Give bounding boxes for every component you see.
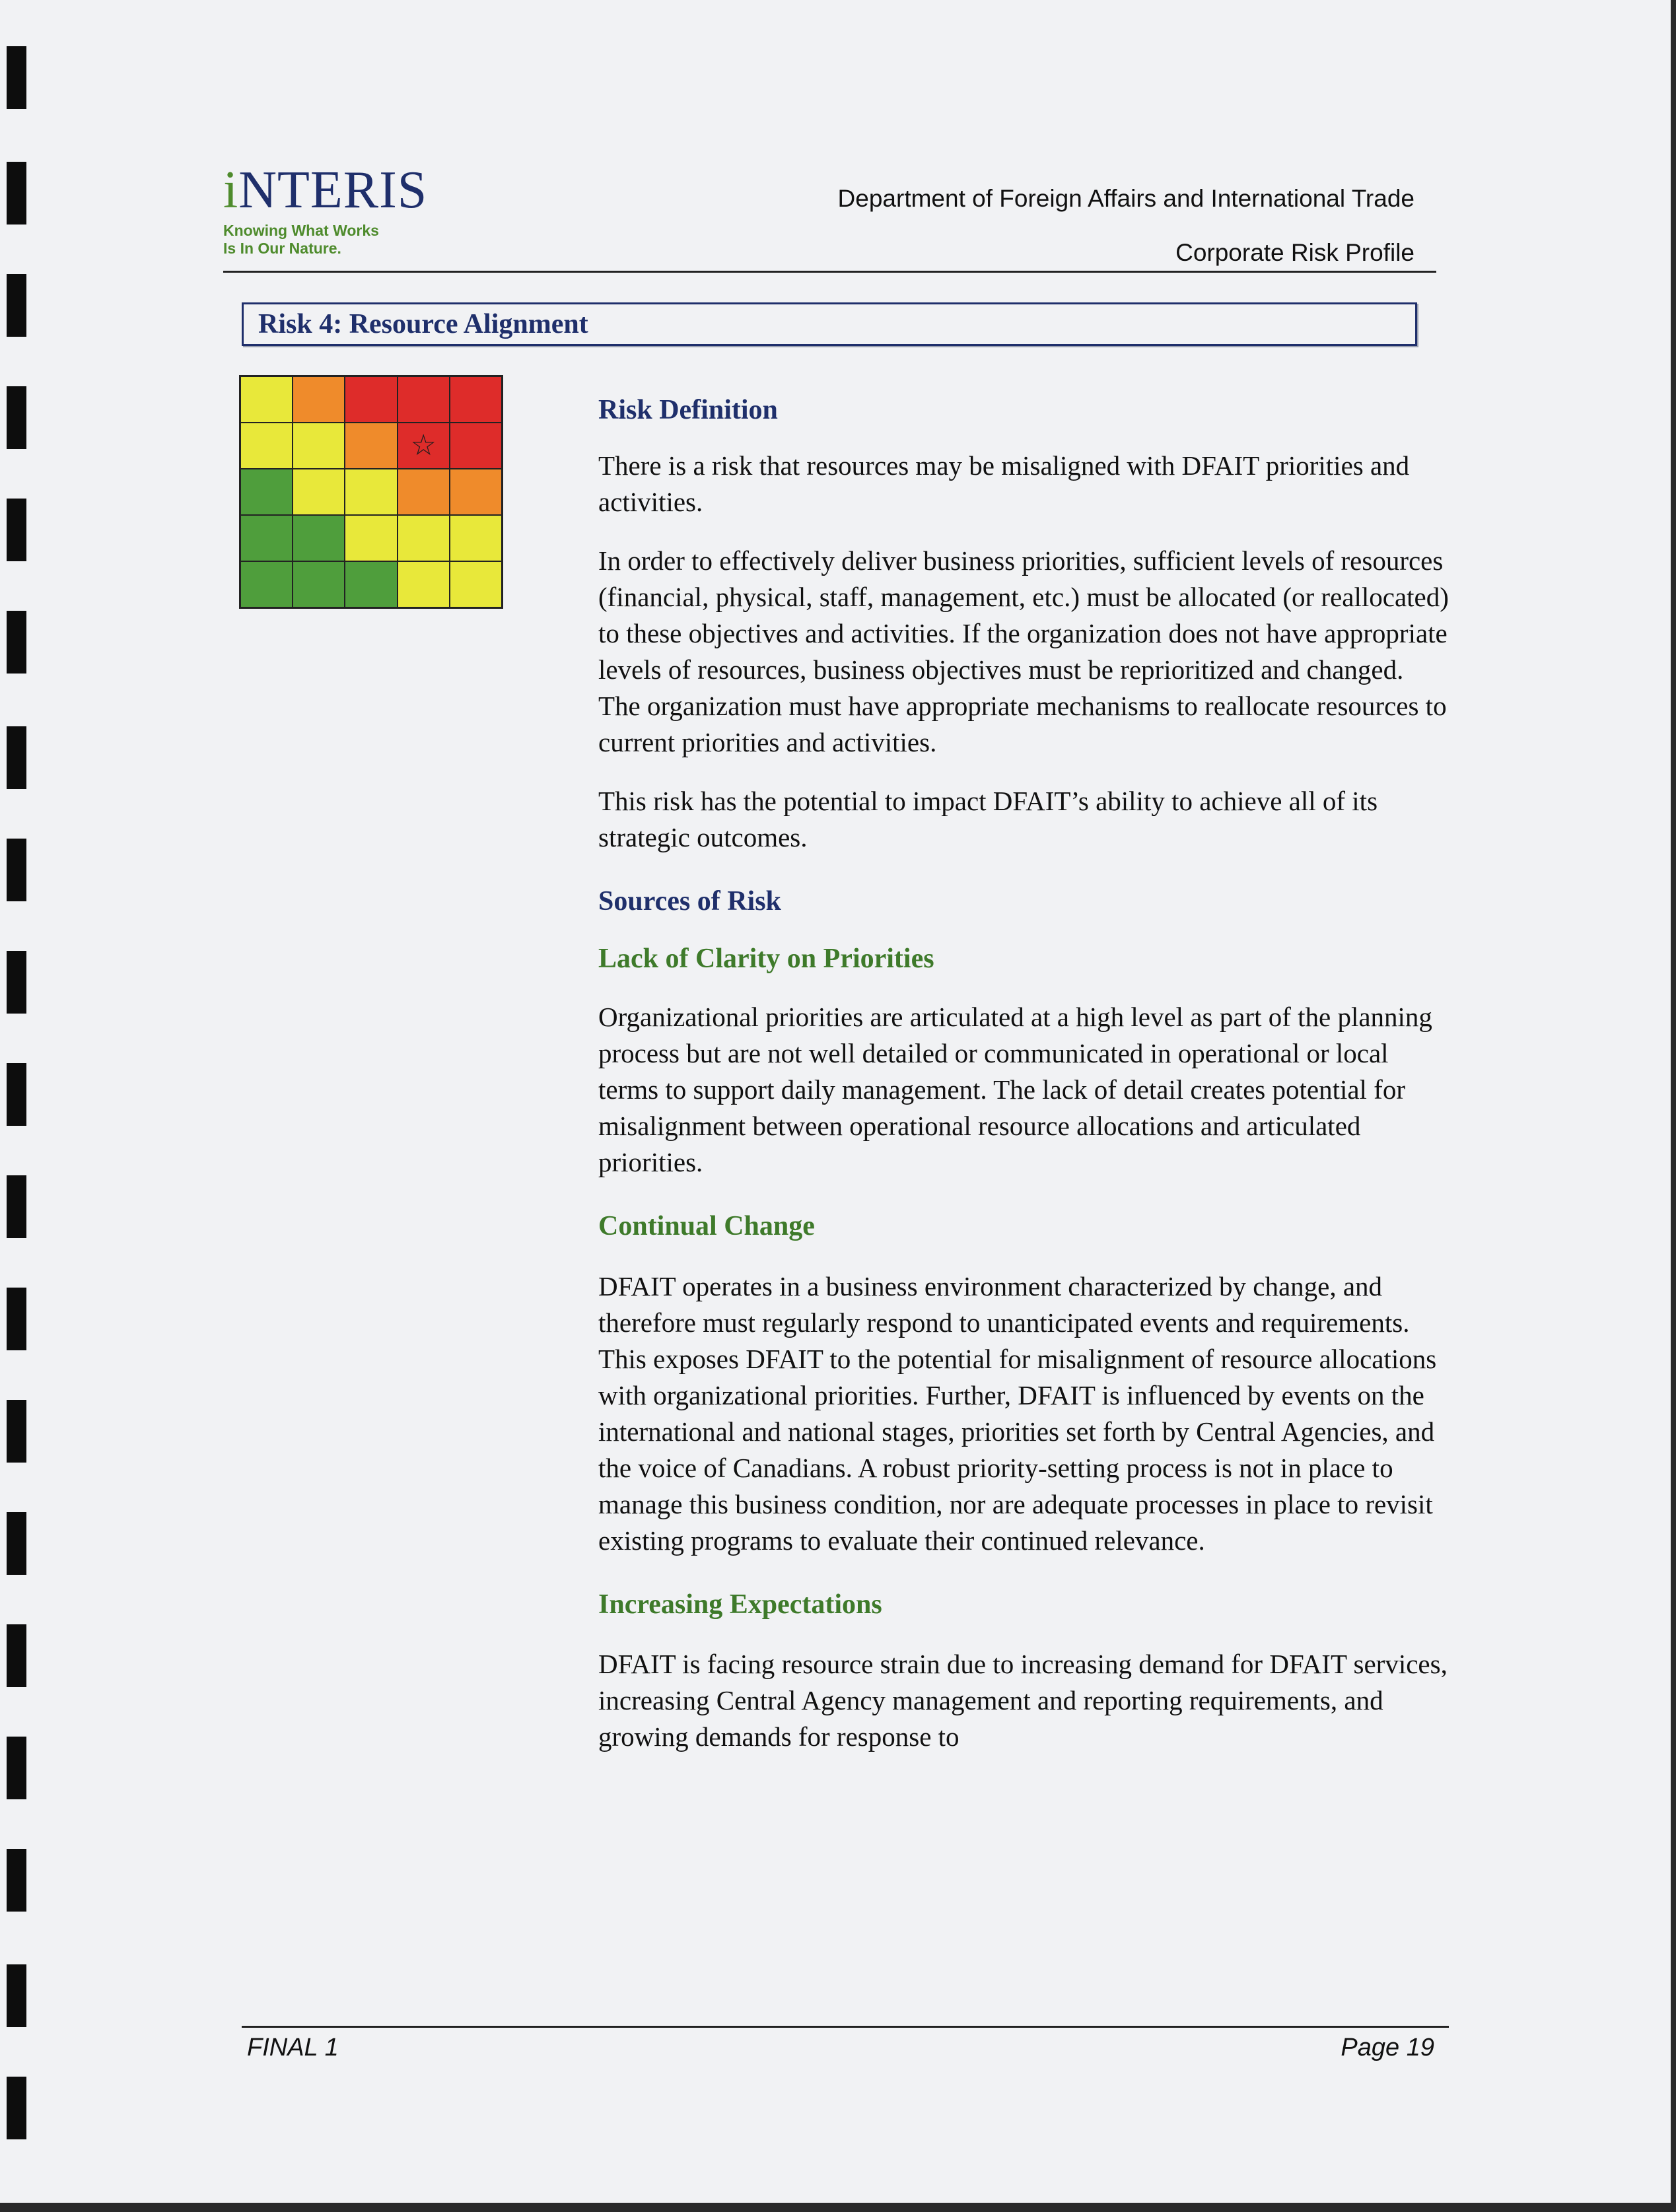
- heat-map-cell: [293, 469, 345, 515]
- sources-of-risk-heading: Sources of Risk: [598, 886, 781, 917]
- header-document-title: Corporate Risk Profile: [1175, 239, 1414, 266]
- heat-map-cell: [293, 376, 345, 423]
- footer-page-number: Page 19: [1341, 2034, 1434, 2061]
- binder-hole: [7, 1288, 26, 1350]
- heat-map-cell: [240, 469, 293, 515]
- binder-hole: [7, 1400, 26, 1463]
- header-divider: [223, 271, 1436, 273]
- heat-map-cell: [450, 423, 502, 469]
- binder-hole: [7, 1624, 26, 1687]
- binder-hole: [7, 726, 26, 789]
- heat-map-cell: [398, 469, 450, 515]
- binder-hole: [7, 1175, 26, 1238]
- definition-paragraph-1: There is a risk that resources may be misaligned with DFAIT priorities and activities.: [598, 450, 1410, 518]
- footer-divider: [242, 2026, 1449, 2028]
- heat-map-cell: [345, 469, 397, 515]
- increasing-expectations-heading: Increasing Expectations: [598, 1589, 882, 1620]
- main-content: [598, 394, 1450, 1755]
- definition-paragraph-3: This risk has the potential to impact DFAIT’s ability to achieve all of its strategic outcomes.: [598, 786, 1378, 853]
- heat-map-cell: [398, 515, 450, 561]
- heat-map-cell: [398, 376, 450, 423]
- heat-map-cell: [240, 515, 293, 561]
- heat-map-cell: [240, 561, 293, 607]
- heat-map-cell: [450, 561, 502, 607]
- heat-map-cell: [240, 376, 293, 423]
- heat-map-cell: [450, 469, 502, 515]
- heat-map-cell: [345, 376, 397, 423]
- heat-map-cell: [345, 515, 397, 561]
- binder-hole: [7, 1063, 26, 1126]
- heat-map-cell: [345, 561, 397, 607]
- risk-definition-heading: Risk Definition: [598, 395, 778, 425]
- heat-map-cell: [450, 376, 502, 423]
- binder-hole: [7, 1737, 26, 1799]
- binder-hole: [7, 1849, 26, 1912]
- clarity-paragraph: Organizational priorities are articulated at a high level as part of the planning process but are not well detailed or communicated in operational or local terms to support daily management. The lack of detail creates potential for misalignment between operational resource allocations and articulated priorities.: [598, 1002, 1432, 1178]
- heat-map-cell: [240, 423, 293, 469]
- definition-paragraph-2: In order to effectively deliver business priorities, sufficient levels of resources (financial, physical, staff, management, etc.) must be allocated (or reallocated) to these objectives and activities. If the organization does not have appropriate levels of resources, business objectives must be reprioritized and changed. The organization must have appropriate mechanisms to reallocate resources to current priorities and activities.: [598, 545, 1449, 758]
- binder-hole: [7, 274, 26, 337]
- increasing-expectations-paragraph: DFAIT is facing resource strain due to increasing demand for DFAIT services, increasing Central Agency management and reporting requirements, and growing demands for response to: [598, 1648, 1448, 1752]
- binder-hole: [7, 839, 26, 901]
- heat-map-cell: [450, 515, 502, 561]
- logo-tagline: Knowing What Works Is In Our Nature.: [223, 222, 379, 257]
- binder-hole: [7, 499, 26, 561]
- continual-change-heading: Continual Change: [598, 1211, 815, 1242]
- binder-hole: [7, 386, 26, 449]
- risk-title: Risk 4: Resource Alignment: [242, 302, 1417, 346]
- heat-map-cell: [293, 515, 345, 561]
- binder-hole: [7, 46, 26, 109]
- continual-change-paragraph: DFAIT operates in a business environment characterized by change, and therefore must regularly respond to unanticipated events and requirements. This exposes DFAIT to the potential for misalignment of resource allocations with organizational priorities. Further, DFAIT is influenced by events on the international and national stages, priorities set forth by Central Agencies, and the voice of Canadians. A robust priority-setting process is not in place to manage this business condition, nor are adequate processes in place to revisit existing programs to evaluate their continued relevance.: [598, 1270, 1437, 1556]
- company-logo: [223, 161, 428, 258]
- binder-hole: [7, 2077, 26, 2139]
- logo-wordmark: iNTERIS: [223, 161, 428, 219]
- binder-hole: [7, 162, 26, 225]
- heat-map-cell: [293, 423, 345, 469]
- clarity-heading: Lack of Clarity on Priorities: [598, 943, 934, 974]
- risk-heat-map: [239, 375, 503, 609]
- heat-map-cell: [398, 561, 450, 607]
- header-department: Department of Foreign Affairs and International Trade: [837, 185, 1414, 212]
- heat-map-cell: [293, 561, 345, 607]
- binder-hole: [7, 1964, 26, 2027]
- binder-hole: [7, 1512, 26, 1575]
- heat-map-cell: [345, 423, 397, 469]
- binder-hole: [7, 611, 26, 674]
- footer-version: FINAL 1: [247, 2034, 339, 2061]
- binder-hole: [7, 951, 26, 1014]
- heat-map-cell: [398, 423, 450, 469]
- star-icon: ☆: [410, 429, 436, 462]
